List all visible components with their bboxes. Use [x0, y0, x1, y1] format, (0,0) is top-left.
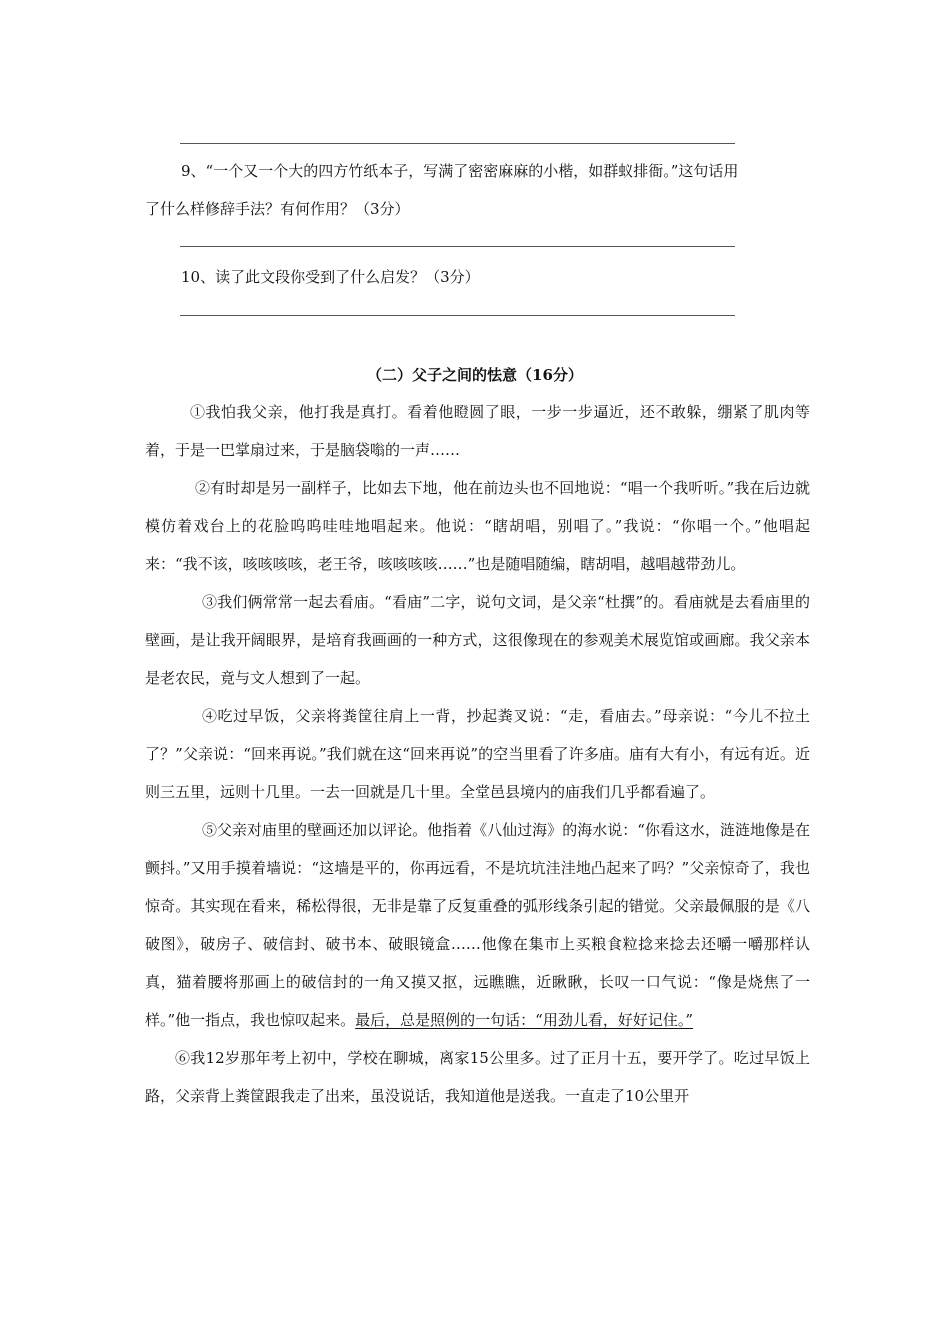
- question-9-line-1: 9、“一个又一个大的四方竹纸本子，写满了密密麻麻的小楷，如群蚁排衙。”这句话用: [181, 162, 739, 180]
- paragraph-5-text: ⑤父亲对庙里的壁画还加以评论。他指着《八仙过海》的海水说：“你看这水，涟涟地像是在颤抖。”又用手摸着墙说：“这墙是平的，你再远看，不是坑坑洼洼地凸起来了吗？”父亲惊奇了，我也惊奇。其实现在看来，稀松得很，无非是靠了反复重叠的弧形线条引起的错觉。父亲最佩服的是《八破图》，破房子、破信封、破书本、破眼镜盒……他像在集市上买粮食粒捻来捻去还嚼一嚼那样认真，猫着腰将那画上的破信封的一角又摸又抠，远瞧瞧，近瞅瞅，长叹一口气说：“像是烧焦了一样。”他一指点，我也惊叹起来。: [145, 821, 810, 1029]
- underlined-sentence: 最后，总是照例的一句话：“用劲儿看，好好记住。”: [355, 1011, 694, 1029]
- paragraph-5: [145, 811, 810, 1039]
- paragraph-2: ②有时却是另一副样子，比如去下地，他在前边头也不回地说：“唱一个我听听。”我在后边就模仿着戏台上的花脸呜呜哇哇地唱起来。他说：“瞎胡唱，别唱了。”我说：“你唱一个。”他唱起来：“我不该，咳咳咳咳，老王爷，咳咳咳咳……”也是随唱随编，瞎胡唱，越唱越带劲儿。: [145, 479, 810, 573]
- question-9-line-2: 了什么样修辞手法？有何作用？（3分）: [145, 200, 410, 218]
- answer-line-q8[interactable]: [180, 143, 735, 144]
- paragraph-6: ⑥我12岁那年考上初中，学校在聊城，离家15公里多。过了正月十五，要开学了。吃过早饭上路，父亲背上粪筐跟我走了出来，虽没说话，我知道他是送我。一直走了10公里开: [145, 1049, 810, 1105]
- paragraph-1: ①我怕我父亲，他打我是真打。看着他瞪圆了眼，一步一步逼近，还不敢躲，绷紧了肌肉等着，于是一巴掌扇过来，于是脑袋嗡的一声……: [145, 403, 810, 459]
- article-title: （二）父子之间的怯意（16分）: [367, 366, 583, 384]
- answer-line-q9[interactable]: [180, 246, 735, 247]
- answer-line-q10[interactable]: [180, 315, 735, 316]
- paragraph-4: [145, 697, 810, 811]
- question-10: 10、读了此文段你受到了什么启发？（3分）: [181, 268, 480, 286]
- paragraph-3: ③我们俩常常一起去看庙。“看庙”二字，说句文词，是父亲“杜撰”的。看庙就是去看庙里的壁画，是让我开阔眼界，是培育我画画的一种方式，这很像现在的参观美术展览馆或画廊。我父亲本是老农民，竟与文人想到了一起。: [145, 593, 810, 687]
- paragraph-4-text: ④吃过早饭，父亲将粪筐往肩上一背，抄起粪叉说：“走，看庙去。”母亲说：“今儿不拉土了？”父亲说：“回来再说。”我们就在这“回来再说”的空当里看了许多庙。庙有大有小，有远有近。近则三五里，远则十几里。一去一回就是几十里。全堂邑县境内的庙我们几乎都看遍了。: [145, 707, 810, 801]
- article-body: [145, 393, 810, 1115]
